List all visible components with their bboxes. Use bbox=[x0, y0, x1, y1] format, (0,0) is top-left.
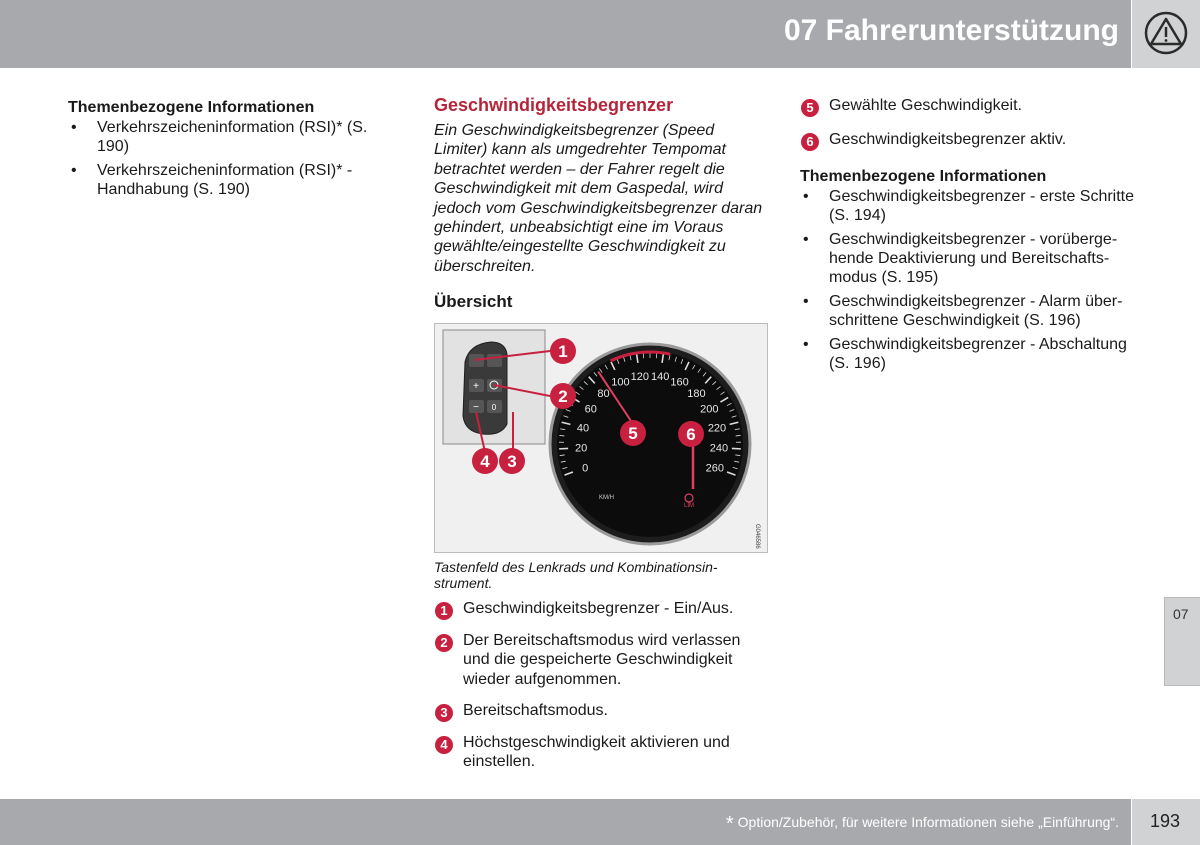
related-info-list bbox=[800, 187, 1140, 373]
overview-heading: Übersicht bbox=[434, 292, 513, 312]
chapter-side-tab[interactable] bbox=[1164, 597, 1200, 686]
callout-number: 6 bbox=[686, 425, 696, 445]
list-item[interactable]: • Verkehrszeicheninformation (RSI)* (S. 190) bbox=[71, 119, 368, 155]
number-badge: 3 bbox=[435, 704, 453, 722]
list-item: 4 Höchstgeschwindigkeit aktivieren und einstellen. bbox=[434, 733, 769, 772]
numbered-list-left bbox=[434, 599, 769, 772]
gauge-tick-label: 180 bbox=[687, 388, 706, 401]
related-info-heading: Themenbezogene Informationen bbox=[68, 99, 315, 116]
list-item: 5 Gewählte Geschwindigkeit. bbox=[800, 96, 1140, 116]
callout-number: 5 bbox=[628, 424, 638, 444]
figure-code: G046586 bbox=[754, 524, 760, 549]
number-badge: 4 bbox=[435, 736, 453, 754]
gauge-tick-label: 140 bbox=[650, 371, 670, 384]
number-badge: 5 bbox=[801, 99, 819, 117]
gauge-tick-label: 220 bbox=[707, 422, 727, 435]
page-number-box bbox=[1132, 799, 1200, 845]
svg-text:0: 0 bbox=[491, 403, 497, 413]
related-info-left bbox=[68, 98, 368, 204]
chapter-header bbox=[0, 0, 1131, 68]
list-item: 6 Geschwindigkeitsbegrenzer aktiv. bbox=[800, 130, 1140, 150]
warning-triangle-icon bbox=[1144, 10, 1188, 56]
gauge-tick-label: 60 bbox=[584, 403, 597, 416]
asterisk: * bbox=[725, 813, 734, 835]
section-title: Geschwindigkeitsbegrenzer bbox=[434, 95, 674, 115]
list-item: 2 Der Bereitschaftsmodus wird verlassen und die gespeicherte Geschwindigkeit wieder aufgenommen. bbox=[434, 631, 769, 690]
gauge-tick-label: 20 bbox=[574, 442, 588, 455]
list-item[interactable]: • Verkehrszeicheninformation (RSI)* - Handhabung (S. 190) bbox=[71, 162, 353, 198]
lim-label: LIM bbox=[684, 503, 695, 510]
chapter-title: 07 Fahrerunterstützung bbox=[783, 14, 1119, 47]
speed-limiter-continued bbox=[800, 96, 1140, 378]
speed-limiter-section bbox=[434, 96, 769, 784]
callout-number: 3 bbox=[507, 452, 517, 472]
figure-caption: Tastenfeld des Lenkrads und Kombinationsinstrument. bbox=[434, 559, 718, 592]
page-footer bbox=[0, 799, 1131, 845]
gauge-tick-label: 80 bbox=[597, 388, 610, 401]
gauge-tick-label: 260 bbox=[705, 462, 725, 475]
list-item: 1 Geschwindigkeitsbegrenzer - Ein/Aus. bbox=[434, 599, 769, 619]
resume-top-button[interactable] bbox=[487, 354, 502, 367]
chapter-tab-label: 07 bbox=[1173, 606, 1189, 622]
numbered-list-right bbox=[800, 96, 1140, 149]
number-badge: 6 bbox=[801, 133, 819, 151]
svg-text:−: − bbox=[473, 402, 479, 414]
gauge-tick-label: 120 bbox=[630, 371, 650, 384]
number-badge: 2 bbox=[435, 634, 453, 652]
page-number: 193 bbox=[1150, 811, 1181, 831]
list-item[interactable]: • Geschwindigkeitsbegrenzer - erste Schritte (S. 194) bbox=[803, 188, 1135, 224]
gauge-tick-label: 160 bbox=[670, 376, 689, 389]
callout-number: 1 bbox=[558, 342, 568, 362]
footnote: * Option/Zubehör, für weitere Informationen siehe „Einführung“. bbox=[725, 813, 1119, 835]
gauge-tick-label: 0 bbox=[582, 462, 589, 475]
figure-illustration bbox=[435, 324, 769, 554]
related-info-heading: Themenbezogene Informationen bbox=[800, 168, 1047, 185]
header-icon-box bbox=[1132, 0, 1200, 68]
gauge-tick-label: 200 bbox=[700, 403, 719, 416]
callout-number: 2 bbox=[558, 387, 568, 407]
gauge-tick-label: 100 bbox=[611, 376, 630, 389]
svg-text:+: + bbox=[473, 381, 479, 393]
list-item: 3 Bereitschaftsmodus. bbox=[434, 701, 769, 721]
related-info-list bbox=[68, 118, 368, 199]
intro-text: Ein Geschwindigkeitsbegrenzer (Speed Limiter) kann als umgedrehter Tempomat betrachtet werden – der Fahrer regelt die Geschwindigkeit mit dem Gaspedal, wird jedoch vom Geschwindigkeitsbegrenzer daran gehindert, unbeabsichtigt eine im Voraus gewählte/eingestellte Geschwindigkeit zu überschreiten. bbox=[434, 122, 763, 275]
gauge-tick-label: 240 bbox=[709, 442, 729, 455]
overview-figure bbox=[434, 323, 768, 553]
list-item[interactable]: • Geschwindigkeitsbegrenzer - Abschaltung (S. 196) bbox=[803, 336, 1127, 372]
callout-number: 4 bbox=[480, 452, 490, 472]
number-badge: 1 bbox=[435, 602, 453, 620]
list-item[interactable]: • Geschwindigkeitsbegrenzer - Alarm überschrittene Geschwindigkeit (S. 196) bbox=[803, 293, 1123, 329]
gauge-tick-label: 40 bbox=[576, 422, 590, 435]
unit-label: KM/H bbox=[599, 495, 614, 502]
list-item[interactable]: • Geschwindigkeitsbegrenzer - vorübergehende Deaktivierung und Bereitschaftsmodus (S. 195) bbox=[803, 231, 1118, 286]
